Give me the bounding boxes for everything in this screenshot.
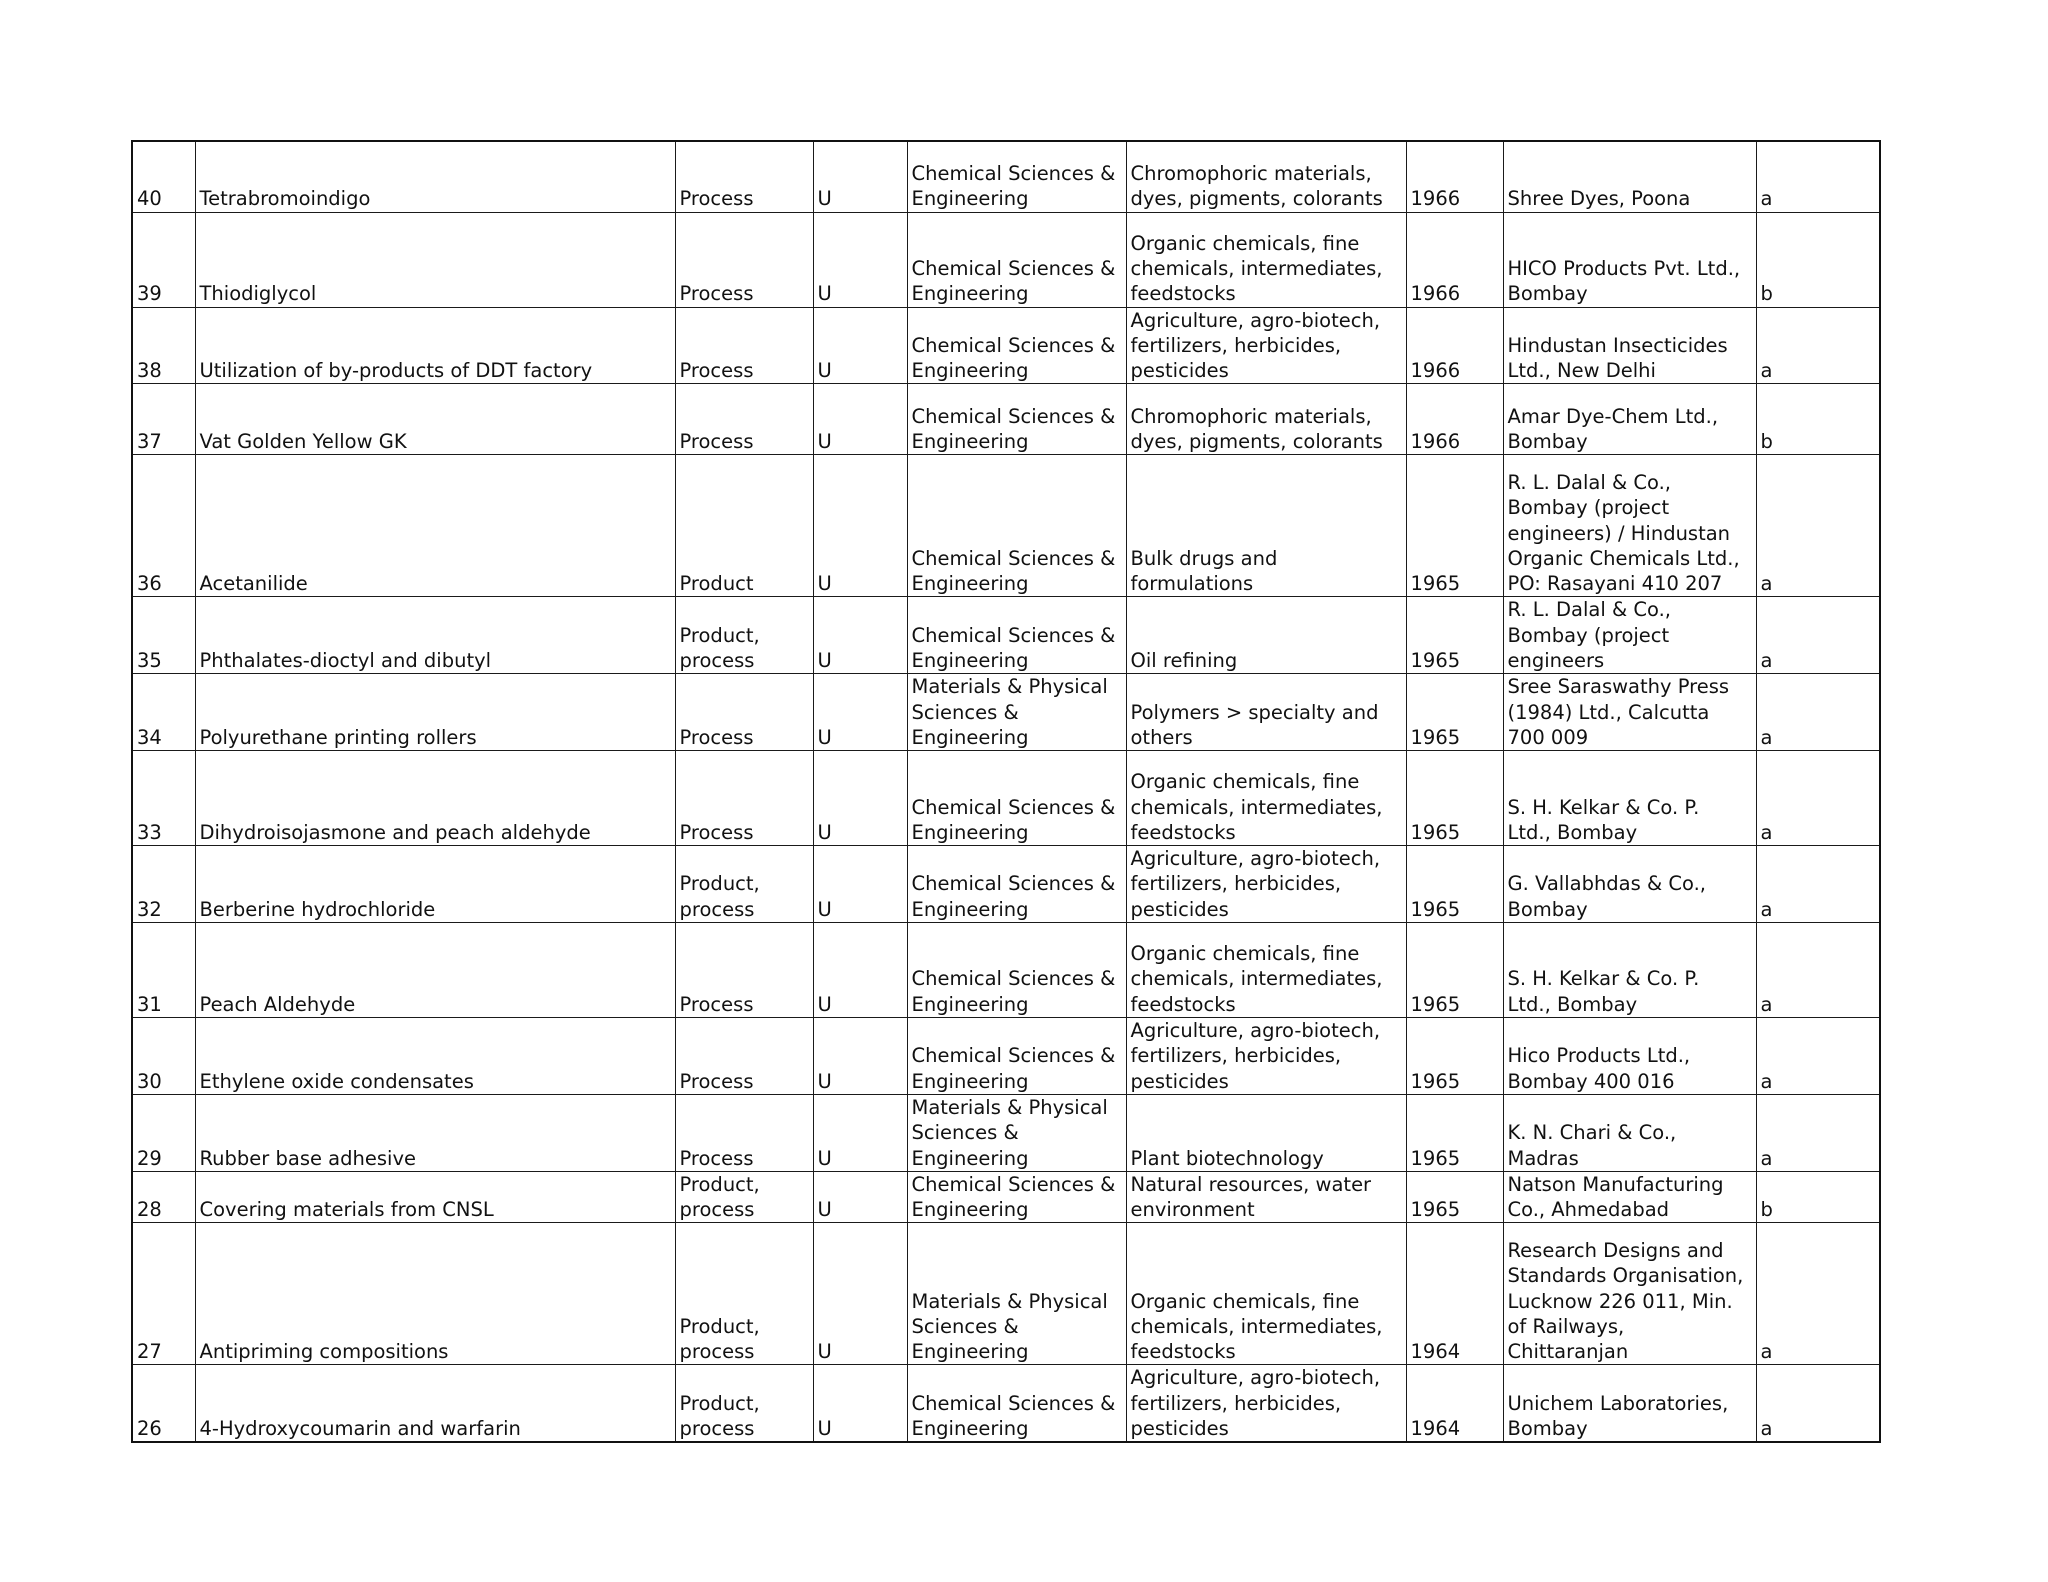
cell-type: Product, process <box>675 846 813 923</box>
table-row <box>132 455 1880 597</box>
cell-number: 27 <box>132 1223 195 1365</box>
cell-licensee: Research Designs and Standards Organisation, Lucknow 226 011, Min. of Railways, Chittaranjan <box>1503 1223 1756 1365</box>
cell-code: U <box>813 1018 907 1095</box>
cell-title: Acetanilide <box>195 455 675 597</box>
cell-title: Utilization of by-products of DDT factory <box>195 307 675 384</box>
cell-year: 1965 <box>1406 846 1503 923</box>
cell-type: Process <box>675 1094 813 1171</box>
cell-code: U <box>813 141 907 212</box>
cell-grade: a <box>1756 751 1880 846</box>
table-row <box>132 307 1880 384</box>
cell-sector: Agriculture, agro-biotech, fertilizers, herbicides, pesticides <box>1126 1365 1406 1442</box>
cell-title: 4-Hydroxycoumarin and warfarin <box>195 1365 675 1442</box>
cell-sector: Organic chemicals, fine chemicals, intermediates, feedstocks <box>1126 923 1406 1018</box>
cell-number: 38 <box>132 307 195 384</box>
cell-licensee: S. H. Kelkar & Co. P. Ltd., Bombay <box>1503 923 1756 1018</box>
cell-number: 32 <box>132 846 195 923</box>
table-row <box>132 751 1880 846</box>
cell-area: Chemical Sciences & Engineering <box>907 846 1126 923</box>
cell-area: Materials & Physical Sciences & Engineering <box>907 1094 1126 1171</box>
cell-grade: a <box>1756 846 1880 923</box>
cell-area: Chemical Sciences & Engineering <box>907 141 1126 212</box>
cell-title: Vat Golden Yellow GK <box>195 384 675 455</box>
cell-year: 1965 <box>1406 674 1503 751</box>
cell-title: Antipriming compositions <box>195 1223 675 1365</box>
cell-sector: Natural resources, water environment <box>1126 1171 1406 1223</box>
cell-type: Process <box>675 307 813 384</box>
cell-code: U <box>813 846 907 923</box>
cell-year: 1966 <box>1406 212 1503 307</box>
cell-grade: a <box>1756 674 1880 751</box>
cell-title: Rubber base adhesive <box>195 1094 675 1171</box>
cell-area: Chemical Sciences & Engineering <box>907 307 1126 384</box>
cell-number: 40 <box>132 141 195 212</box>
cell-grade: b <box>1756 212 1880 307</box>
cell-number: 33 <box>132 751 195 846</box>
cell-licensee: R. L. Dalal & Co., Bombay (project engineers <box>1503 597 1756 674</box>
table-row <box>132 212 1880 307</box>
cell-licensee: Amar Dye-Chem Ltd., Bombay <box>1503 384 1756 455</box>
cell-code: U <box>813 1094 907 1171</box>
cell-code: U <box>813 307 907 384</box>
table-row <box>132 1171 1880 1223</box>
cell-year: 1964 <box>1406 1365 1503 1442</box>
cell-title: Peach Aldehyde <box>195 923 675 1018</box>
cell-grade: b <box>1756 384 1880 455</box>
cell-number: 28 <box>132 1171 195 1223</box>
cell-area: Chemical Sciences & Engineering <box>907 212 1126 307</box>
cell-grade: a <box>1756 141 1880 212</box>
cell-title: Tetrabromoindigo <box>195 141 675 212</box>
cell-code: U <box>813 1223 907 1365</box>
cell-licensee: Hindustan Insecticides Ltd., New Delhi <box>1503 307 1756 384</box>
table-row <box>132 1018 1880 1095</box>
cell-licensee: HICO Products Pvt. Ltd., Bombay <box>1503 212 1756 307</box>
cell-sector: Agriculture, agro-biotech, fertilizers, herbicides, pesticides <box>1126 1018 1406 1095</box>
cell-year: 1965 <box>1406 597 1503 674</box>
table-row <box>132 1365 1880 1442</box>
cell-type: Process <box>675 923 813 1018</box>
cell-area: Chemical Sciences & Engineering <box>907 1171 1126 1223</box>
table-row <box>132 384 1880 455</box>
cell-area: Chemical Sciences & Engineering <box>907 923 1126 1018</box>
cell-type: Product, process <box>675 1223 813 1365</box>
cell-year: 1965 <box>1406 1018 1503 1095</box>
cell-number: 30 <box>132 1018 195 1095</box>
cell-grade: a <box>1756 1094 1880 1171</box>
cell-sector: Bulk drugs and formulations <box>1126 455 1406 597</box>
cell-sector: Organic chemicals, fine chemicals, intermediates, feedstocks <box>1126 212 1406 307</box>
cell-sector: Agriculture, agro-biotech, fertilizers, herbicides, pesticides <box>1126 846 1406 923</box>
cell-grade: a <box>1756 923 1880 1018</box>
cell-licensee: Shree Dyes, Poona <box>1503 141 1756 212</box>
cell-area: Materials & Physical Sciences & Engineering <box>907 674 1126 751</box>
cell-number: 35 <box>132 597 195 674</box>
cell-area: Chemical Sciences & Engineering <box>907 597 1126 674</box>
table-row <box>132 1223 1880 1365</box>
cell-sector: Polymers > specialty and others <box>1126 674 1406 751</box>
cell-area: Chemical Sciences & Engineering <box>907 455 1126 597</box>
cell-year: 1965 <box>1406 923 1503 1018</box>
cell-code: U <box>813 1171 907 1223</box>
cell-number: 36 <box>132 455 195 597</box>
cell-year: 1966 <box>1406 307 1503 384</box>
data-table <box>131 140 1881 1443</box>
table-row <box>132 141 1880 212</box>
cell-sector: Organic chemicals, fine chemicals, intermediates, feedstocks <box>1126 1223 1406 1365</box>
cell-code: U <box>813 1365 907 1442</box>
cell-title: Phthalates-dioctyl and dibutyl <box>195 597 675 674</box>
cell-grade: b <box>1756 1171 1880 1223</box>
cell-title: Polyurethane printing rollers <box>195 674 675 751</box>
cell-year: 1966 <box>1406 141 1503 212</box>
cell-area: Chemical Sciences & Engineering <box>907 751 1126 846</box>
cell-sector: Chromophoric materials, dyes, pigments, colorants <box>1126 141 1406 212</box>
cell-licensee: R. L. Dalal & Co., Bombay (project engineers) / Hindustan Organic Chemicals Ltd., PO: Rasayani 410 207 <box>1503 455 1756 597</box>
cell-licensee: Sree Saraswathy Press (1984) Ltd., Calcutta 700 009 <box>1503 674 1756 751</box>
cell-area: Materials & Physical Sciences & Engineering <box>907 1223 1126 1365</box>
table-row <box>132 597 1880 674</box>
cell-sector: Chromophoric materials, dyes, pigments, colorants <box>1126 384 1406 455</box>
cell-type: Process <box>675 1018 813 1095</box>
cell-code: U <box>813 751 907 846</box>
cell-type: Product, process <box>675 597 813 674</box>
cell-sector: Organic chemicals, fine chemicals, intermediates, feedstocks <box>1126 751 1406 846</box>
table-row <box>132 846 1880 923</box>
table-row <box>132 923 1880 1018</box>
cell-grade: a <box>1756 1365 1880 1442</box>
cell-grade: a <box>1756 1223 1880 1365</box>
cell-year: 1965 <box>1406 1094 1503 1171</box>
cell-area: Chemical Sciences & Engineering <box>907 1018 1126 1095</box>
cell-area: Chemical Sciences & Engineering <box>907 1365 1126 1442</box>
cell-grade: a <box>1756 455 1880 597</box>
cell-type: Product <box>675 455 813 597</box>
cell-title: Thiodiglycol <box>195 212 675 307</box>
cell-type: Process <box>675 141 813 212</box>
cell-licensee: Unichem Laboratories, Bombay <box>1503 1365 1756 1442</box>
cell-sector: Agriculture, agro-biotech, fertilizers, herbicides, pesticides <box>1126 307 1406 384</box>
cell-code: U <box>813 674 907 751</box>
cell-licensee: G. Vallabhdas & Co., Bombay <box>1503 846 1756 923</box>
cell-year: 1965 <box>1406 455 1503 597</box>
cell-title: Berberine hydrochloride <box>195 846 675 923</box>
cell-licensee: K. N. Chari & Co., Madras <box>1503 1094 1756 1171</box>
cell-number: 39 <box>132 212 195 307</box>
cell-title: Covering materials from CNSL <box>195 1171 675 1223</box>
cell-type: Process <box>675 384 813 455</box>
cell-type: Product, process <box>675 1171 813 1223</box>
cell-code: U <box>813 384 907 455</box>
cell-number: 26 <box>132 1365 195 1442</box>
cell-code: U <box>813 597 907 674</box>
cell-sector: Oil refining <box>1126 597 1406 674</box>
cell-type: Process <box>675 674 813 751</box>
cell-grade: a <box>1756 597 1880 674</box>
cell-code: U <box>813 455 907 597</box>
cell-licensee: Natson Manufacturing Co., Ahmedabad <box>1503 1171 1756 1223</box>
cell-code: U <box>813 212 907 307</box>
cell-licensee: S. H. Kelkar & Co. P. Ltd., Bombay <box>1503 751 1756 846</box>
cell-area: Chemical Sciences & Engineering <box>907 384 1126 455</box>
cell-number: 37 <box>132 384 195 455</box>
table-row <box>132 1094 1880 1171</box>
cell-grade: a <box>1756 307 1880 384</box>
cell-year: 1965 <box>1406 751 1503 846</box>
cell-number: 31 <box>132 923 195 1018</box>
cell-grade: a <box>1756 1018 1880 1095</box>
cell-sector: Plant biotechnology <box>1126 1094 1406 1171</box>
cell-licensee: Hico Products Ltd., Bombay 400 016 <box>1503 1018 1756 1095</box>
cell-type: Product, process <box>675 1365 813 1442</box>
cell-number: 34 <box>132 674 195 751</box>
cell-type: Process <box>675 212 813 307</box>
cell-year: 1964 <box>1406 1223 1503 1365</box>
cell-year: 1966 <box>1406 384 1503 455</box>
cell-type: Process <box>675 751 813 846</box>
table-row <box>132 674 1880 751</box>
cell-title: Ethylene oxide condensates <box>195 1018 675 1095</box>
cell-year: 1965 <box>1406 1171 1503 1223</box>
cell-number: 29 <box>132 1094 195 1171</box>
cell-title: Dihydroisojasmone and peach aldehyde <box>195 751 675 846</box>
cell-code: U <box>813 923 907 1018</box>
